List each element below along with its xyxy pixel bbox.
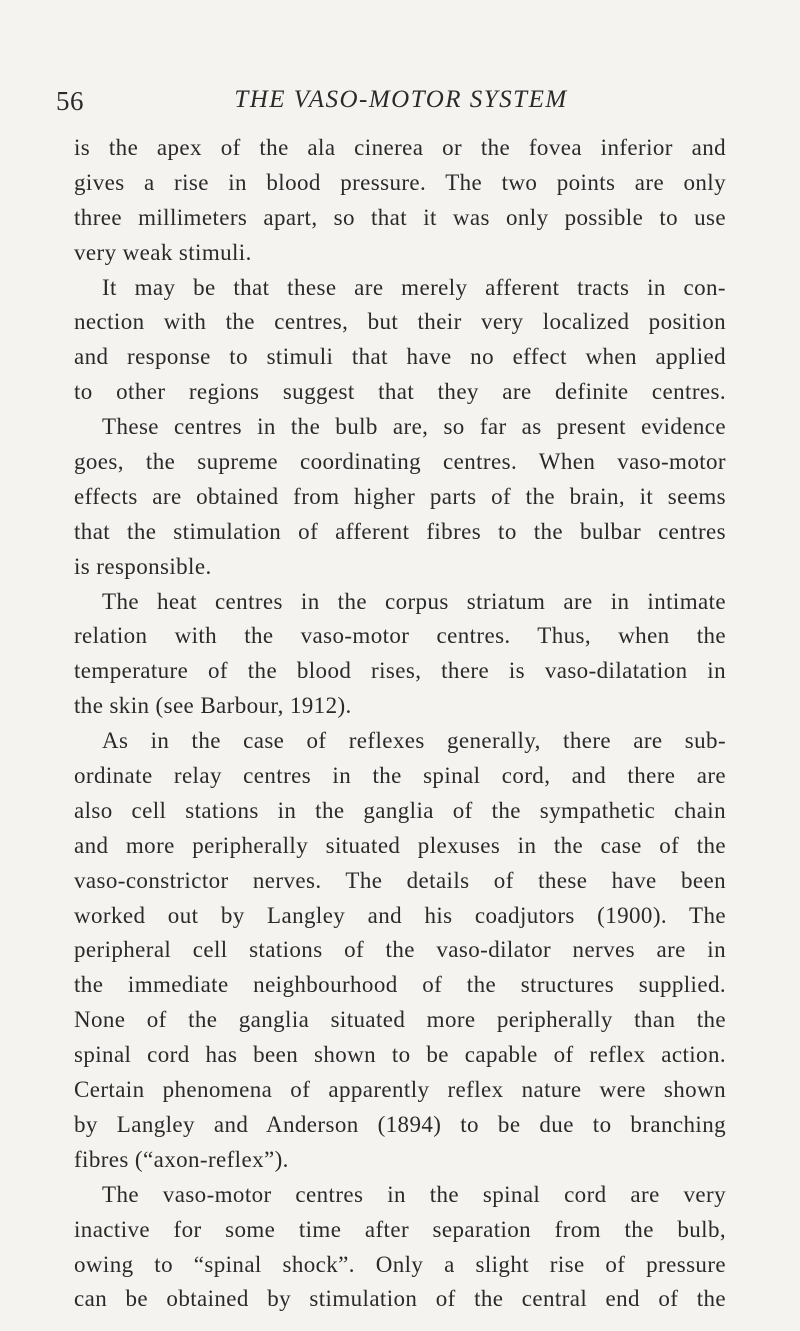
text-line: three millimeters apart, so that it was only possible to use <box>74 204 726 230</box>
running-title: THE VASO-MOTOR SYSTEM <box>234 86 568 113</box>
text-line: that the stimulation of afferent fibres to the bulbar centres <box>74 518 726 544</box>
text-line: temperature of the blood rises, there is vaso-dilatation in <box>74 658 726 684</box>
text-line: inactive for some time after separation from the bulb, <box>74 1216 726 1242</box>
text-line: relation with the vaso-motor centres. Thus, when the <box>74 623 726 649</box>
text-line: vaso-constrictor nerves. The details of these have been <box>74 867 726 893</box>
text-line: Certain phenomena of apparently reflex nature were shown <box>74 1077 726 1103</box>
text-line: owing to “spinal shock”. Only a slight rise of pressure <box>74 1251 726 1277</box>
text-line: None of the ganglia situated more peripherally than the <box>74 1007 726 1033</box>
page-number: 56 <box>56 86 84 116</box>
text-line: The vaso-motor centres in the spinal cord are very <box>102 1181 726 1207</box>
text-line: the immediate neighbourhood of the structures supplied. <box>74 972 726 998</box>
text-line: fibres (“axon-reflex”). <box>74 1146 289 1172</box>
text-line: peripheral cell stations of the vaso-dilator nerves are in <box>74 937 726 963</box>
text-line: nection with the centres, but their very localized position <box>74 309 726 335</box>
text-line: These centres in the bulb are, so far as present evidence <box>102 414 726 440</box>
text-line: by Langley and Anderson (1894) to be due to branching <box>74 1111 726 1137</box>
text-line: also cell stations in the ganglia of the sympathetic chain <box>74 797 726 823</box>
text-line: spinal cord has been shown to be capable of reflex action. <box>74 1042 726 1068</box>
body-text <box>74 131 726 1317</box>
text-line: gives a rise in blood pressure. The two points are only <box>74 169 726 195</box>
text-line: ordinate relay centres in the spinal cord, and there are <box>74 763 726 789</box>
text-line: effects are obtained from higher parts of the brain, it seems <box>74 483 726 509</box>
text-line: The heat centres in the corpus striatum are in intimate <box>102 588 726 614</box>
text-line: can be obtained by stimulation of the central end of the <box>74 1286 726 1312</box>
text-line: It may be that these are merely afferent tracts in con- <box>102 274 726 300</box>
text-line: the skin (see Barbour, 1912). <box>74 693 352 719</box>
page-header <box>56 86 746 126</box>
text-line: is responsible. <box>74 553 212 579</box>
text-line: and response to stimuli that have no effect when applied <box>74 344 726 370</box>
text-line: very weak stimuli. <box>74 239 252 265</box>
text-line: to other regions suggest that they are definite centres. <box>74 379 726 405</box>
text-line: and more peripherally situated plexuses in the case of the <box>74 832 726 858</box>
text-line: goes, the supreme coordinating centres. When vaso-motor <box>74 449 726 475</box>
text-line: As in the case of reflexes generally, there are sub- <box>102 728 726 754</box>
text-line: is the apex of the ala cinerea or the fovea inferior and <box>74 135 726 160</box>
text-line: worked out by Langley and his coadjutors (1900). The <box>74 902 726 928</box>
